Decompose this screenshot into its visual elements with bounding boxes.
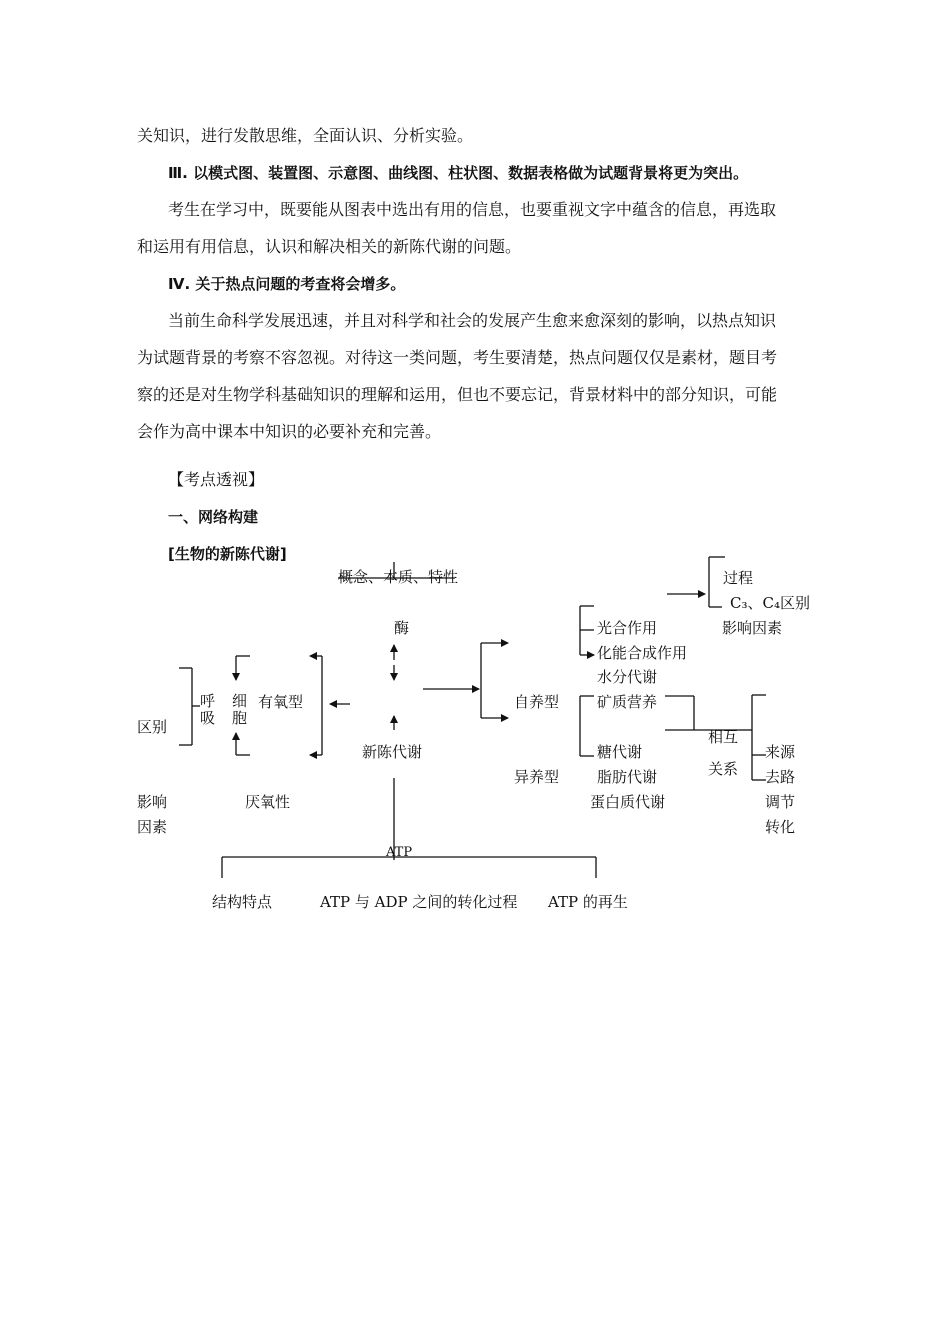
atp-label: ATP xyxy=(386,845,413,860)
mineral-nutrition-label: 矿质营养 xyxy=(597,693,658,711)
aerobic-label: 有氧型 xyxy=(258,693,304,711)
influence-label-1: 影响 xyxy=(137,793,168,811)
heterotroph-label: 异养型 xyxy=(514,768,560,786)
enzyme-concept-label: 概念、本质、特性 xyxy=(338,568,459,586)
atp-adp-conversion-label: ATP 与 ADP 之间的转化过程 xyxy=(320,893,518,911)
mutual-label-2: 关系 xyxy=(708,760,739,778)
paragraph-line: 为试题背景的考察不容忽视。对待这一类问题，考生要清楚，热点问题仅仅是素材，题目考 xyxy=(137,348,778,367)
heading-4: Ⅳ. 关于热点问题的考查将会增多。 xyxy=(168,275,406,293)
atp-regeneration-label: ATP 的再生 xyxy=(548,893,628,911)
respiration-char-2: 吸 xyxy=(200,709,216,727)
heading-3: Ⅲ. 以模式图、装置图、示意图、曲线图、柱状图、数据表格做为试题背景将更为突出。 xyxy=(168,164,749,182)
cell-char-2: 胞 xyxy=(232,709,248,727)
paragraph-line: 和运用有用信息，认识和解决相关的新陈代谢的问题。 xyxy=(137,237,522,256)
paragraph-line: 考生在学习中，既要能从图表中选出有用的信息，也要重视文字中蕴含的信息，再选取 xyxy=(168,200,777,219)
difference-label: 区别 xyxy=(137,718,168,736)
cell-char-1: 细 xyxy=(232,692,248,710)
enzyme-label: 酶 xyxy=(394,619,410,637)
metabolism-label: 新陈代谢 xyxy=(362,743,423,761)
fate-label: 去路 xyxy=(765,768,796,786)
sugar-metabolism-label: 糖代谢 xyxy=(597,743,643,761)
paragraph-line: 察的还是对生物学科基础知识的理解和运用，但也不要忘记，背景材料中的部分知识，可能 xyxy=(137,385,778,404)
chemosynthesis-label: 化能合成作用 xyxy=(597,644,688,662)
fat-metabolism-label: 脂肪代谢 xyxy=(597,768,658,786)
paragraph-line: 当前生命科学发展迅速，并且对科学和社会的发展产生愈来愈深刻的影响，以热点知识 xyxy=(168,311,777,330)
protein-metabolism-label: 蛋白质代谢 xyxy=(590,793,666,811)
regulation-label: 调节 xyxy=(765,793,796,811)
paragraph-line: 关知识，进行发散思维，全面认识、分析实验。 xyxy=(137,126,474,145)
diagram-title: [生物的新陈代谢] xyxy=(168,545,287,563)
photosynthesis-label: 光合作用 xyxy=(597,619,658,637)
photo-factors-label: 影响因素 xyxy=(722,619,783,637)
conversion-label: 转化 xyxy=(765,818,796,836)
c3-c4-label: C₃、C₄区别 xyxy=(730,594,810,612)
influence-label-2: 因素 xyxy=(137,818,168,836)
section-title: 一、网络构建 xyxy=(168,508,259,526)
atp-structure-label: 结构特点 xyxy=(212,893,273,911)
autotroph-label: 自养型 xyxy=(514,693,560,711)
source-label: 来源 xyxy=(765,743,796,761)
water-metabolism-label: 水分代谢 xyxy=(597,668,658,686)
mutual-label-1: 相互 xyxy=(708,728,739,746)
process-label: 过程 xyxy=(723,569,754,587)
section-bracket: 【考点透视】 xyxy=(168,470,265,489)
respiration-char-1: 呼 xyxy=(200,692,216,710)
paragraph-line: 会作为高中课本中知识的必要补充和完善。 xyxy=(137,422,442,441)
anaerobic-label: 厌氧性 xyxy=(245,793,291,811)
